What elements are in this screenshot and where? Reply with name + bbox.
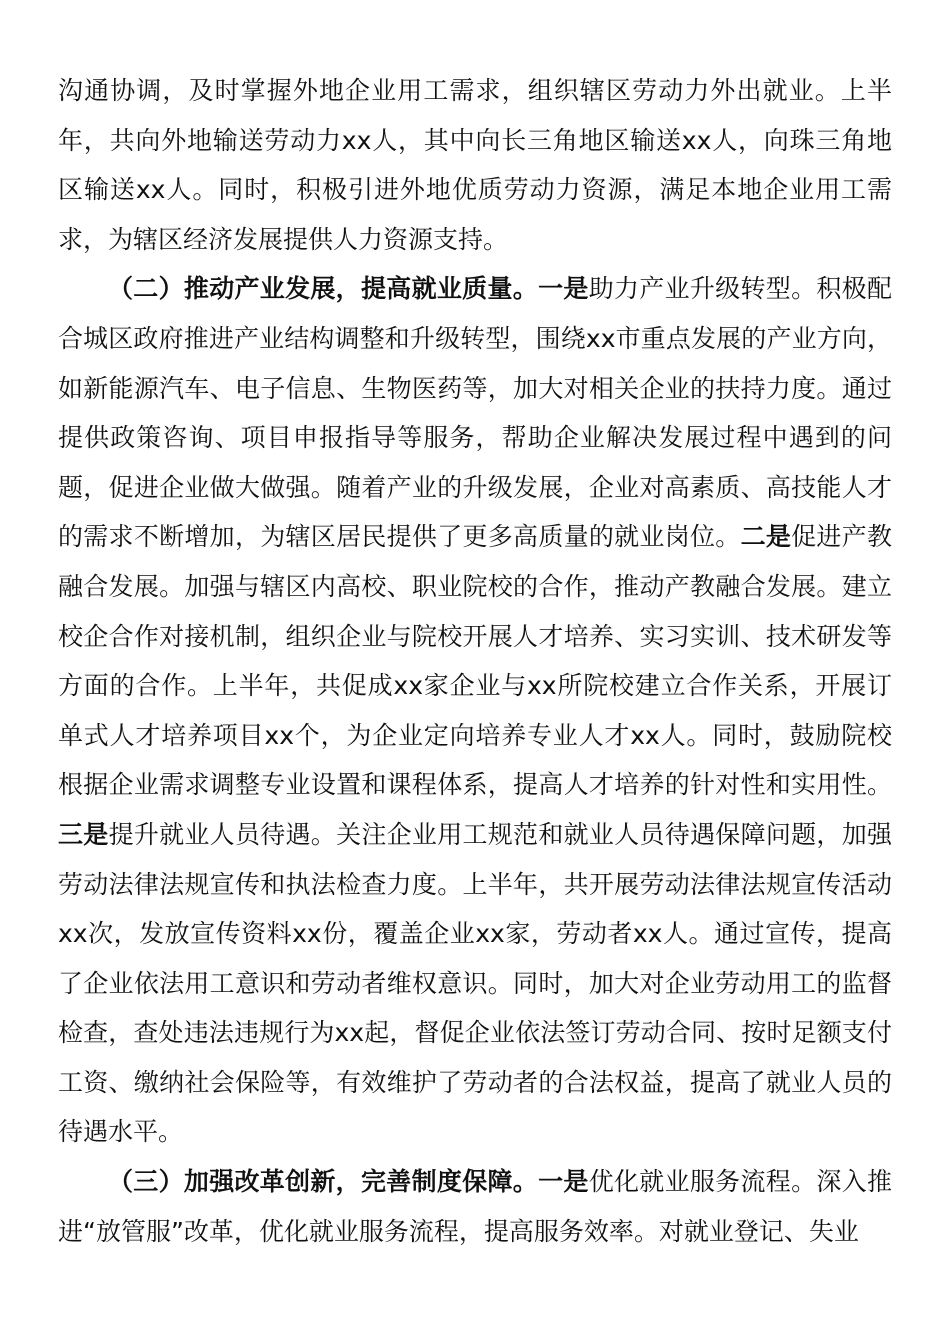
- item-text: 助力产业升级转型。积极配合城区政府推进产业结构调整和升级转型，围绕xx市重点发展的产业方向，如新能源汽车、电子信息、生物医药等，加大对相关企业的扶持力度。通过提供政策咨询、项目申报指导等服务，帮助企业解决发展过程中遇到的问题，促进企业做大做强。随着产业的升级发展，企业对高素质、高技能人才的需求不断增加，为辖区居民提供了更多高质量的就业岗位。: [58, 274, 892, 552]
- document-page: [58, 66, 892, 1256]
- section-heading: （三）加强改革创新，完善制度保障。: [108, 1167, 539, 1197]
- item-label: 三是: [58, 819, 109, 849]
- item-label: 一是: [538, 1167, 589, 1197]
- item-label: 二是: [740, 522, 792, 552]
- paragraph-reform-innovation: [58, 1157, 892, 1256]
- item-text: 促进产教融合发展。加强与辖区内高校、职业院校的合作，推动产教融合发展。建立校企合作对接机制，组织企业与院校开展人才培养、实习实训、技术研发等方面的合作。上半年，共促成xx家企业与xx所院校建立合作关系，开展订单式人才培养项目xx个，为企业定向培养专业人才xx人。同时，鼓励院校根据企业需求调整专业设置和课程体系，提高人才培养的针对性和实用性。: [58, 522, 892, 800]
- section-heading: （二）推动产业发展，提高就业质量。: [108, 274, 539, 304]
- paragraph-industry-development: [58, 264, 892, 1157]
- paragraph-labor-export: [58, 66, 892, 264]
- paragraph-text: 沟通协调，及时掌握外地企业用工需求，组织辖区劳动力外出就业。上半年，共向外地输送劳动力xx人，其中向长三角地区输送xx人，向珠三角地区输送xx人。同时，积极引进外地优质劳动力资源，满足本地企业用工需求，为辖区经济发展提供人力资源支持。: [58, 76, 892, 254]
- item-label: 一是: [538, 274, 589, 304]
- item-text: 提升就业人员待遇。关注企业用工规范和就业人员待遇保障问题，加强劳动法律法规宣传和执法检查力度。上半年，共开展劳动法律法规宣传活动xx次，发放宣传资料xx份，覆盖企业xx家，劳动者xx人。通过宣传，提高了企业依法用工意识和劳动者维权意识。同时，加大对企业劳动用工的监督检查，查处违法违规行为xx起，督促企业依法签订劳动合同、按时足额支付工资、缴纳社会保险等，有效维护了劳动者的合法权益，提高了就业人员的待遇水平。: [58, 819, 892, 1147]
- item-text: 优化就业服务流程。深入推进“放管服”改革，优化就业服务流程，提高服务效率。对就业登记、失业: [58, 1167, 892, 1246]
